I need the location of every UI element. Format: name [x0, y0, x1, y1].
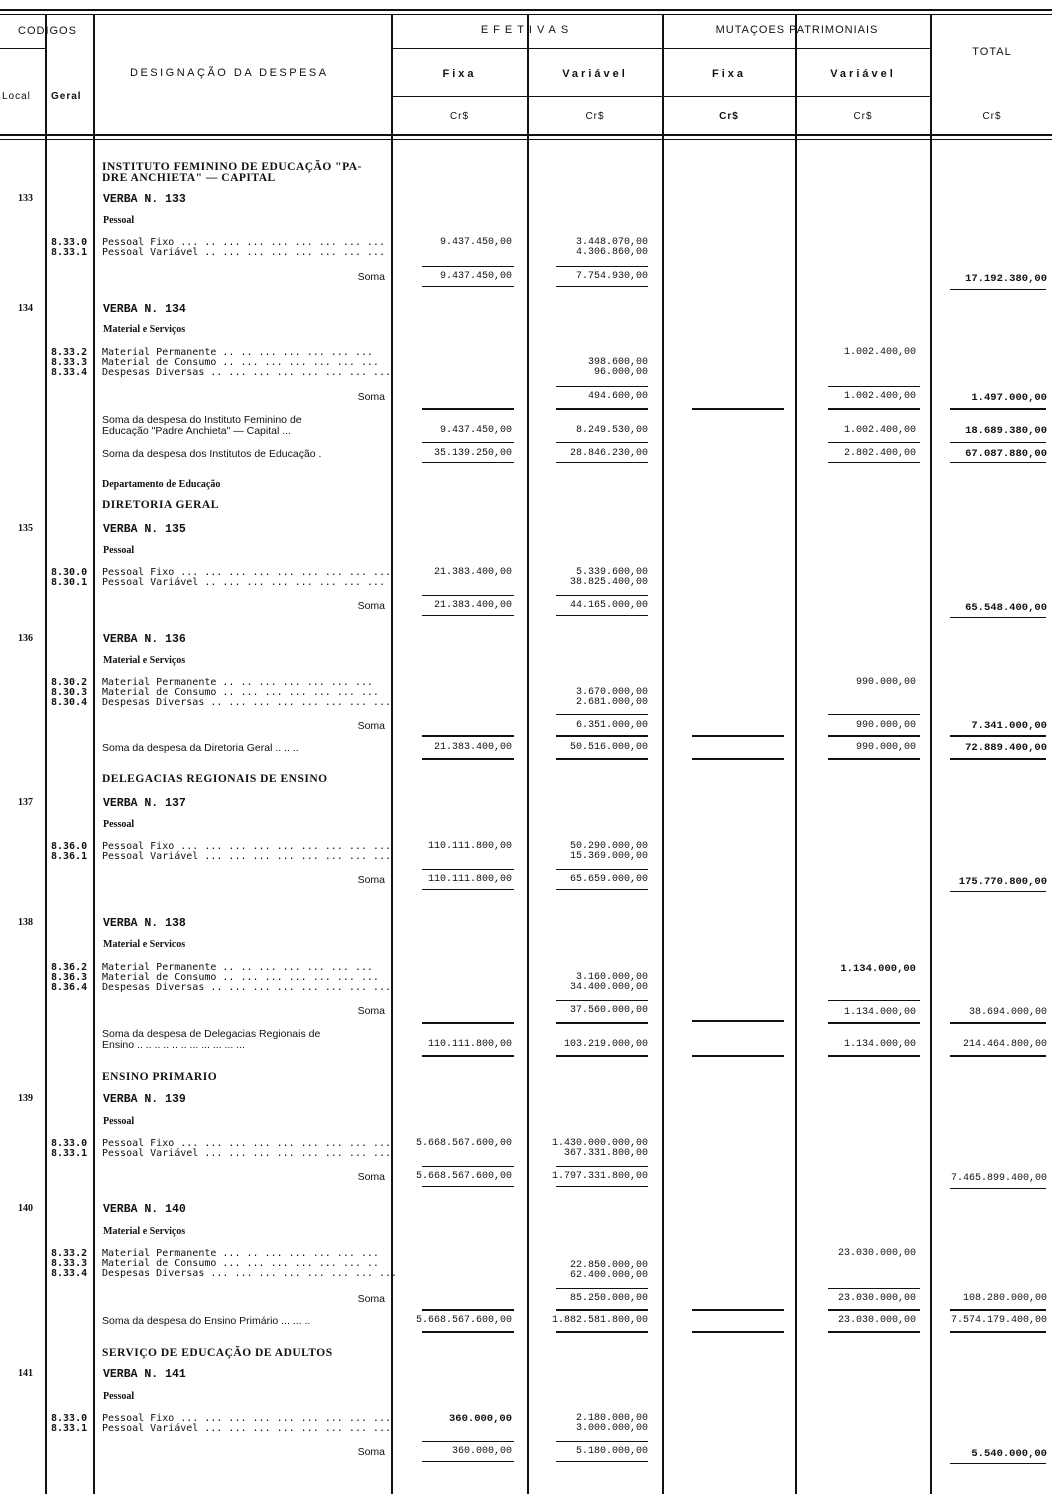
item-desc: Pessoal Variável .. ... ... ... ... ... ... ...	[102, 247, 385, 258]
soma-label: Soma	[357, 720, 385, 732]
item-desc: Material de Consumo .. ... ... ... ... ... ...	[102, 357, 379, 368]
sum-rule	[556, 442, 648, 443]
sum-rule	[828, 1000, 920, 1001]
value: 2.681.000,00	[575, 697, 648, 708]
sum-rule	[556, 735, 648, 737]
col-line-geral	[93, 14, 95, 1494]
value: 3.000.000,00	[575, 1423, 648, 1434]
sum-rule	[556, 595, 648, 596]
sum-rule	[422, 462, 514, 463]
value: 34.400.000,00	[569, 982, 648, 993]
hdr-cur-2: Cr$	[585, 111, 605, 122]
verba-sub: Material e Serviços	[103, 324, 186, 335]
item-desc: Pessoal Variável .. ... ... ... ... ... ... ...	[102, 577, 385, 588]
item-desc: Despesas Diversas .. ... ... ... ... ... ... ...	[102, 982, 391, 993]
hdr-codigos: CODIGOS	[18, 25, 77, 37]
local-code: 137	[18, 797, 33, 808]
soma-desc: Ensino .. .. .. .. .. .. ... ... ... ... ...	[102, 1039, 245, 1051]
value: 110.111.800,00	[427, 1039, 512, 1050]
value: 22.850.000,00	[569, 1260, 648, 1271]
code: 8.33.0	[51, 237, 88, 248]
sum-rule	[422, 408, 514, 410]
item-desc: Material Permanente .. .. ... ... ... ... ...	[102, 347, 373, 358]
section-title: DELEGACIAS REGIONAIS DE ENSINO	[102, 773, 328, 785]
section-title-cont: DRE ANCHIETA" — CAPITAL	[102, 172, 276, 184]
value: 398.600,00	[587, 357, 648, 368]
sum-rule	[556, 615, 648, 616]
sum-rule	[950, 462, 1046, 463]
item-desc: Material Permanente ... .. ... ... ... ... ...	[102, 1248, 379, 1259]
code: 8.33.3	[51, 1258, 88, 1269]
col-line-mvar	[930, 14, 932, 1494]
soma-desc: Soma da despesa do Ensino Primário ... ... ..	[102, 1315, 311, 1327]
sum-rule	[692, 1020, 784, 1022]
value: 360.000,00	[451, 1446, 512, 1457]
code: 8.36.1	[51, 851, 88, 862]
value: 28.846.230,00	[569, 448, 648, 459]
value: 5.339.600,00	[575, 567, 648, 578]
local-code: 141	[18, 1368, 33, 1379]
sum-rule	[828, 758, 920, 760]
sum-rule	[692, 1055, 784, 1057]
code: 8.30.4	[51, 697, 88, 708]
section-title: ENSINO PRIMARIO	[102, 1071, 218, 1083]
item-desc: Despesas Diversas .. ... ... ... ... ... ... ...	[102, 367, 391, 378]
total-value: 108.280.000,00	[962, 1293, 1047, 1304]
hdr-geral: Geral	[51, 91, 82, 102]
value: 9.437.450,00	[439, 237, 512, 248]
value: 50.516.000,00	[569, 742, 648, 753]
item-desc: Pessoal Variável ... ... ... ... ... ... ... ...	[102, 1423, 391, 1434]
sum-rule	[828, 1331, 920, 1333]
value: 1.430.000.000,00	[551, 1138, 648, 1149]
code: 8.33.2	[51, 1248, 88, 1259]
code: 8.33.0	[51, 1138, 88, 1149]
value: 1.134.000,00	[843, 1007, 916, 1018]
local-code: 139	[18, 1093, 33, 1104]
sum-rule	[556, 1288, 648, 1289]
sum-rule	[422, 1186, 514, 1187]
value: 4.306.860,00	[575, 247, 648, 258]
section-title: SERVIÇO DE EDUCAÇÃO DE ADULTOS	[102, 1347, 333, 1359]
total-value: 7.465.899.400,00	[950, 1173, 1047, 1184]
sum-rule	[422, 615, 514, 616]
value: 990.000,00	[855, 742, 916, 753]
code: 8.33.1	[51, 247, 88, 258]
sum-rule	[692, 1331, 784, 1333]
sum-rule	[422, 735, 514, 737]
sum-rule	[556, 1309, 648, 1311]
value: 62.400.000,00	[569, 1270, 648, 1281]
section-title: DIRETORIA GERAL	[102, 499, 219, 511]
sum-rule	[422, 1441, 514, 1442]
value: 1.134.000,00	[843, 1039, 916, 1050]
verba-sub: Pessoal	[103, 819, 135, 830]
hdr-mutacoes: MUTAÇOES PATRIMONIAIS	[715, 24, 879, 36]
soma-label: Soma	[357, 600, 385, 612]
local-code: 133	[18, 193, 33, 204]
soma-desc: Soma da despesa do Instituto Feminino de	[102, 414, 302, 426]
value: 5.668.567.600,00	[415, 1315, 512, 1326]
verba-sub: Pessoal	[103, 1116, 135, 1127]
sum-rule	[828, 1055, 920, 1057]
sum-rule	[422, 1331, 514, 1333]
sum-rule	[828, 386, 920, 387]
value: 2.802.400,00	[843, 448, 916, 459]
sum-rule	[556, 1186, 648, 1187]
total-value: 18.689.380,00	[965, 425, 1047, 437]
code: 8.33.1	[51, 1423, 88, 1434]
total-value: 17.192.380,00	[965, 273, 1047, 285]
item-desc: Pessoal Fixo ... ... ... ... ... ... ... ... ...	[102, 567, 391, 578]
sum-rule	[950, 289, 1046, 290]
sum-rule	[556, 1331, 648, 1333]
sum-rule	[422, 1022, 514, 1024]
sum-rule	[556, 869, 648, 870]
item-desc: Pessoal Fixo ... ... ... ... ... ... ... ... ...	[102, 1413, 391, 1424]
code: 8.36.0	[51, 841, 88, 852]
sum-rule	[828, 1288, 920, 1289]
soma-desc: Soma da despesa da Diretoria Geral .. .. ..	[102, 742, 299, 754]
total-value: 1.497.000,00	[971, 392, 1047, 404]
sum-rule	[422, 889, 514, 890]
sum-rule	[556, 714, 648, 715]
value: 37.560.000,00	[569, 1005, 648, 1016]
value: 5.668.567.600,00	[415, 1138, 512, 1149]
total-value: 67.087.880,00	[965, 448, 1047, 460]
sum-rule	[422, 442, 514, 443]
value: 990.000,00	[855, 677, 916, 688]
sum-rule	[556, 286, 648, 287]
item-desc: Pessoal Fixo ... ... ... ... ... ... ... ... ...	[102, 841, 391, 852]
soma-label: Soma	[357, 271, 385, 283]
sum-rule	[950, 1022, 1046, 1024]
sum-rule	[556, 1441, 648, 1442]
soma-label: Soma	[357, 391, 385, 403]
sum-rule	[692, 735, 784, 737]
item-desc: Material Permanente .. .. ... ... ... ... ...	[102, 677, 373, 688]
sum-rule	[422, 286, 514, 287]
sum-rule	[422, 1461, 514, 1462]
top-rule	[0, 9, 1052, 11]
sum-rule	[950, 1309, 1046, 1311]
sum-rule	[556, 266, 648, 267]
value: 3.448.070,00	[575, 237, 648, 248]
hdr-line-sub	[391, 96, 930, 97]
sum-rule	[950, 617, 1046, 618]
soma-desc: Soma da despesa de Delegacias Regionais de	[102, 1028, 321, 1040]
value: 44.165.000,00	[569, 600, 648, 611]
sum-rule	[950, 1463, 1046, 1464]
item-desc: Despesas Diversas .. ... ... ... ... ... ... ...	[102, 697, 391, 708]
item-desc: Material de Consumo .. ... ... ... ... ... ...	[102, 972, 379, 983]
code: 8.30.0	[51, 567, 88, 578]
sum-rule	[950, 735, 1046, 737]
value: 21.383.400,00	[433, 567, 512, 578]
sum-rule	[422, 595, 514, 596]
item-desc: Pessoal Variável ... ... ... ... ... ... ... ...	[102, 1148, 391, 1159]
verba-label: VERBA N. 136	[103, 633, 186, 646]
sum-rule	[556, 1055, 648, 1057]
value: 65.659.000,00	[569, 874, 648, 885]
code: 8.36.2	[51, 962, 88, 973]
total-value: 38.694.000,00	[968, 1007, 1047, 1018]
total-value: 72.889.400,00	[965, 742, 1047, 754]
value: 85.250.000,00	[569, 1293, 648, 1304]
code: 8.33.4	[51, 1268, 88, 1279]
item-desc: Despesas Diversas ... ... ... ... ... ... ... ...	[102, 1268, 398, 1279]
soma-label: Soma	[357, 1293, 385, 1305]
verba-label: VERBA N. 138	[103, 917, 186, 930]
hdr-cur-3: Cr$	[719, 111, 739, 122]
value: 3.160.000,00	[575, 972, 648, 983]
sum-rule	[422, 1166, 514, 1167]
value: 38.825.400,00	[569, 577, 648, 588]
hdr-total: TOTAL	[972, 46, 1012, 58]
local-code: 138	[18, 917, 33, 928]
value: 2.180.000,00	[575, 1413, 648, 1424]
soma-label: Soma	[357, 1446, 385, 1458]
sum-rule	[556, 386, 648, 387]
item-desc: Material de Consumo ... ... ... ... ... ... ..	[102, 1258, 379, 1269]
code: 8.36.4	[51, 982, 88, 993]
sum-rule	[828, 714, 920, 715]
hdr-designacao: DESIGNAÇÃO DA DESPESA	[130, 67, 329, 79]
hdr-fixa-1: Fixa	[442, 68, 477, 80]
hdr-fixa-2: Fixa	[711, 68, 746, 80]
local-code: 136	[18, 633, 33, 644]
total-value: 65.548.400,00	[965, 602, 1047, 614]
sum-rule	[950, 442, 1046, 443]
value: 990.000,00	[855, 720, 916, 731]
soma-label: Soma	[357, 874, 385, 886]
code: 8.36.3	[51, 972, 88, 983]
sum-rule	[692, 408, 784, 410]
local-code: 135	[18, 523, 33, 534]
value: 103.219.000,00	[563, 1039, 648, 1050]
verba-label: VERBA N. 134	[103, 303, 186, 316]
sum-rule	[556, 1166, 648, 1167]
soma-desc: Soma da despesa dos Institutos de Educação .	[102, 448, 322, 460]
total-value: 7.341.000,00	[971, 720, 1047, 732]
hdr-efetivas: EFETIVAS	[480, 24, 574, 36]
sum-rule	[950, 1331, 1046, 1333]
hdr-bottom-rule	[0, 134, 1052, 136]
value: 9.437.450,00	[439, 425, 512, 436]
verba-label: VERBA N. 140	[103, 1203, 186, 1216]
item-desc: Material Permanente .. .. ... ... ... ... ...	[102, 962, 373, 973]
value: 7.754.930,00	[575, 271, 648, 282]
sum-rule	[692, 758, 784, 760]
item-desc: Pessoal Variável ... ... ... ... ... ... ... ...	[102, 851, 391, 862]
hdr-bottom-rule-thin	[0, 139, 1052, 140]
sum-rule	[556, 1000, 648, 1001]
hdr-variavel-2: Variável	[830, 68, 896, 80]
code: 8.33.3	[51, 357, 88, 368]
verba-sub: Pessoal	[103, 215, 135, 226]
soma-label: Soma	[357, 1171, 385, 1183]
sum-rule	[950, 758, 1046, 760]
value: 21.383.400,00	[433, 742, 512, 753]
verba-sub: Material e Serviços	[103, 655, 186, 666]
value: 3.670.000,00	[575, 687, 648, 698]
local-code: 134	[18, 303, 33, 314]
value: 21.383.400,00	[433, 600, 512, 611]
hdr-cur-1: Cr$	[449, 111, 470, 122]
value: 23.030.000,00	[837, 1293, 916, 1304]
soma-label: Soma	[357, 1005, 385, 1017]
value: 23.030.000,00	[837, 1315, 916, 1326]
sum-rule	[950, 408, 1046, 410]
code: 8.30.3	[51, 687, 88, 698]
sum-rule	[556, 462, 648, 463]
verba-sub: Pessoal	[103, 1391, 135, 1402]
code: 8.33.0	[51, 1413, 88, 1424]
soma-desc: Educação "Padre Anchieta" — Capital ...	[102, 425, 291, 437]
sum-rule	[556, 758, 648, 760]
sum-rule	[556, 1461, 648, 1462]
sum-rule	[556, 1022, 648, 1024]
item-desc: Pessoal Fixo ... .. ... ... ... ... ... ... ...	[102, 237, 385, 248]
value: 23.030.000,00	[837, 1248, 916, 1259]
verba-label: VERBA N. 135	[103, 523, 186, 536]
col-line-evar	[662, 14, 664, 1494]
item-desc: Material de Consumo .. ... ... ... ... ... ...	[102, 687, 379, 698]
value: 1.002.400,00	[843, 347, 916, 358]
sum-rule	[422, 758, 514, 760]
value: 8.249.530,00	[575, 425, 648, 436]
code: 8.30.1	[51, 577, 88, 588]
code: 8.30.2	[51, 677, 88, 688]
value: 1.797.331.800,00	[551, 1171, 648, 1182]
sum-rule	[950, 891, 1046, 892]
department-title: Departamento de Educação	[102, 479, 221, 490]
local-code: 140	[18, 1203, 33, 1214]
section-title: INSTITUTO FEMININO DE EDUCAÇÃO "PA-	[102, 161, 362, 173]
item-desc: Pessoal Fixo ... ... ... ... ... ... ... ... ...	[102, 1138, 391, 1149]
col-line-local	[45, 14, 47, 1494]
value: 1.134.000,00	[840, 963, 916, 975]
sum-rule	[828, 442, 920, 443]
sum-rule	[828, 462, 920, 463]
sum-rule	[828, 1309, 920, 1311]
total-value: 5.540.000,00	[971, 1448, 1047, 1460]
verba-sub: Material e Serviços	[103, 1226, 186, 1237]
sum-rule	[422, 1309, 514, 1311]
code: 8.33.2	[51, 347, 88, 358]
value: 15.369.000,00	[569, 851, 648, 862]
sum-rule	[828, 735, 920, 737]
value: 96.000,00	[593, 367, 648, 378]
hdr-line-groups	[391, 48, 930, 49]
code: 8.33.4	[51, 367, 88, 378]
verba-label: VERBA N. 139	[103, 1093, 186, 1106]
sum-rule	[556, 408, 648, 410]
value: 494.600,00	[587, 391, 648, 402]
total-value: 214.464.800,00	[962, 1039, 1047, 1050]
value: 1.002.400,00	[843, 391, 916, 402]
sum-rule	[950, 1055, 1046, 1057]
verba-sub: Pessoal	[103, 545, 135, 556]
top-rule-thin	[0, 14, 1052, 15]
sum-rule	[422, 1055, 514, 1057]
hdr-cur-5: Cr$	[982, 111, 1002, 122]
code: 8.33.1	[51, 1148, 88, 1159]
verba-sub: Material e Servicos	[103, 939, 186, 950]
value: 50.290.000,00	[569, 841, 648, 852]
value: 110.111.800,00	[427, 841, 512, 852]
sum-rule	[950, 1188, 1046, 1189]
value: 5.180.000,00	[575, 1446, 648, 1457]
sum-rule	[692, 1309, 784, 1311]
value: 35.139.250,00	[433, 448, 512, 459]
value: 110.111.800,00	[427, 874, 512, 885]
verba-label: VERBA N. 133	[103, 193, 186, 206]
sum-rule	[556, 889, 648, 890]
hdr-variavel-1: Variável	[562, 68, 628, 80]
col-line-efixa	[527, 14, 529, 1494]
value: 1.002.400,00	[843, 425, 916, 436]
total-value: 175.770.800,00	[958, 876, 1047, 888]
value: 360.000,00	[448, 1413, 512, 1425]
hdr-line-codigos	[0, 48, 45, 49]
sum-rule	[422, 869, 514, 870]
value: 5.668.567.600,00	[415, 1171, 512, 1182]
value: 6.351.000,00	[575, 720, 648, 731]
col-line-mfixa	[795, 14, 797, 1494]
hdr-cur-4: Cr$	[853, 111, 873, 122]
sum-rule	[422, 266, 514, 267]
value: 9.437.450,00	[439, 271, 512, 282]
verba-label: VERBA N. 137	[103, 797, 186, 810]
sum-rule	[828, 408, 920, 410]
verba-label: VERBA N. 141	[103, 1368, 186, 1381]
hdr-local: Local	[2, 91, 31, 102]
value: 1.882.581.800,00	[551, 1315, 648, 1326]
total-value: 7.574.179.400,00	[950, 1315, 1047, 1326]
sum-rule	[828, 1022, 920, 1024]
value: 367.331.800,00	[563, 1148, 648, 1159]
